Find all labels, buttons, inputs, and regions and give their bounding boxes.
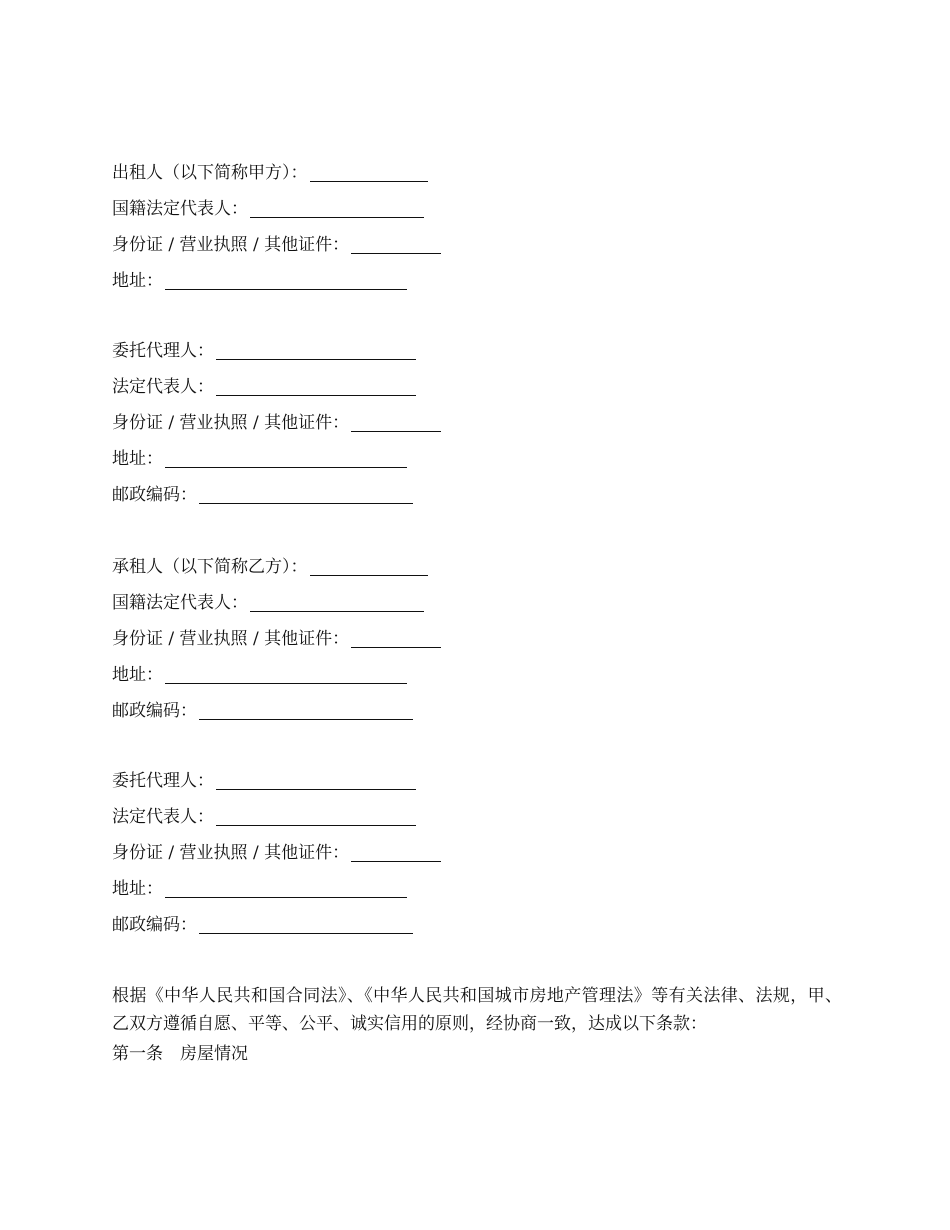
lessor-agent-section: [112, 338, 872, 518]
lessor-agent-postcode-row: [112, 482, 872, 518]
lessee-agent-id-blank[interactable]: [351, 840, 441, 862]
lessee-agent-address-label: 地址：: [112, 879, 163, 899]
lessee-agent-legal-blank[interactable]: [216, 804, 416, 826]
lessee-agent-id-label: 身份证 / 营业执照 / 其他证件：: [112, 843, 350, 863]
lessee-nationality-row: [112, 590, 872, 626]
lessor-id-label: 身份证 / 营业执照 / 其他证件：: [112, 235, 350, 255]
lessor-address-blank[interactable]: [165, 268, 407, 290]
lessee-address-blank[interactable]: [165, 662, 407, 684]
lessor-agent-id-row: [112, 410, 872, 446]
lessee-section: [112, 554, 872, 734]
lessee-nationality-label: 国籍法定代表人：: [112, 593, 248, 613]
lessee-agent-postcode-blank[interactable]: [199, 912, 413, 934]
lessee-agent-legal-label: 法定代表人：: [112, 807, 214, 827]
lessee-agent-postcode-label: 邮政编码：: [112, 915, 197, 935]
lessee-agent-section: [112, 768, 872, 948]
lessor-agent-id-label: 身份证 / 营业执照 / 其他证件：: [112, 413, 350, 433]
lessor-id-blank[interactable]: [351, 232, 441, 254]
lessee-postcode-label: 邮政编码：: [112, 701, 197, 721]
lessor-name-blank[interactable]: [310, 160, 428, 182]
lessee-id-label: 身份证 / 营业执照 / 其他证件：: [112, 629, 350, 649]
lessor-agent-address-blank[interactable]: [165, 446, 407, 468]
lessee-agent-legal-row: [112, 804, 872, 840]
lessor-section: [112, 160, 872, 304]
lessor-agent-postcode-blank[interactable]: [199, 482, 413, 504]
lessee-name-blank[interactable]: [310, 554, 428, 576]
lessee-id-blank[interactable]: [351, 626, 441, 648]
lessor-name-row: [112, 160, 872, 196]
lessee-postcode-row: [112, 698, 872, 734]
lessee-address-row: [112, 662, 872, 698]
lessee-address-label: 地址：: [112, 665, 163, 685]
lessor-agent-legal-label: 法定代表人：: [112, 377, 214, 397]
clause-1-heading: 第一条 房屋情况: [112, 1044, 248, 1064]
lessee-postcode-blank[interactable]: [199, 698, 413, 720]
lessor-agent-postcode-label: 邮政编码：: [112, 485, 197, 505]
lessor-agent-row: [112, 338, 872, 374]
lessee-agent-id-row: [112, 840, 872, 876]
lessee-nationality-blank[interactable]: [250, 590, 424, 612]
preamble-paragraph: 根据《中华人民共和国合同法》、《中华人民共和国城市房地产管理法》等有关法律、法规，甲、乙双方遵循自愿、平等、公平、诚实信用的原则，经协商一致，达成以下条款：: [112, 986, 842, 1034]
lessee-agent-blank[interactable]: [216, 768, 416, 790]
lessee-agent-address-blank[interactable]: [165, 876, 407, 898]
lessor-nationality-blank[interactable]: [250, 196, 424, 218]
lessor-agent-legal-row: [112, 374, 872, 410]
lessee-agent-address-row: [112, 876, 872, 912]
lessor-address-row: [112, 268, 872, 304]
lessee-name-row: [112, 554, 872, 590]
lessee-agent-postcode-row: [112, 912, 872, 948]
lessor-nationality-label: 国籍法定代表人：: [112, 199, 248, 219]
lessor-agent-legal-blank[interactable]: [216, 374, 416, 396]
lessor-name-label: 出租人（以下简称甲方）：: [112, 163, 308, 183]
lessor-nationality-row: [112, 196, 872, 232]
lessor-id-row: [112, 232, 872, 268]
lessor-address-label: 地址：: [112, 271, 163, 291]
lessor-agent-address-label: 地址：: [112, 449, 163, 469]
lessor-agent-address-row: [112, 446, 872, 482]
lessee-name-label: 承租人（以下简称乙方）：: [112, 557, 308, 577]
lessor-agent-blank[interactable]: [216, 338, 416, 360]
lessor-agent-label: 委托代理人：: [112, 341, 214, 361]
lessee-agent-row: [112, 768, 872, 804]
lessee-agent-label: 委托代理人：: [112, 771, 214, 791]
lessee-id-row: [112, 626, 872, 662]
lessor-agent-id-blank[interactable]: [351, 410, 441, 432]
